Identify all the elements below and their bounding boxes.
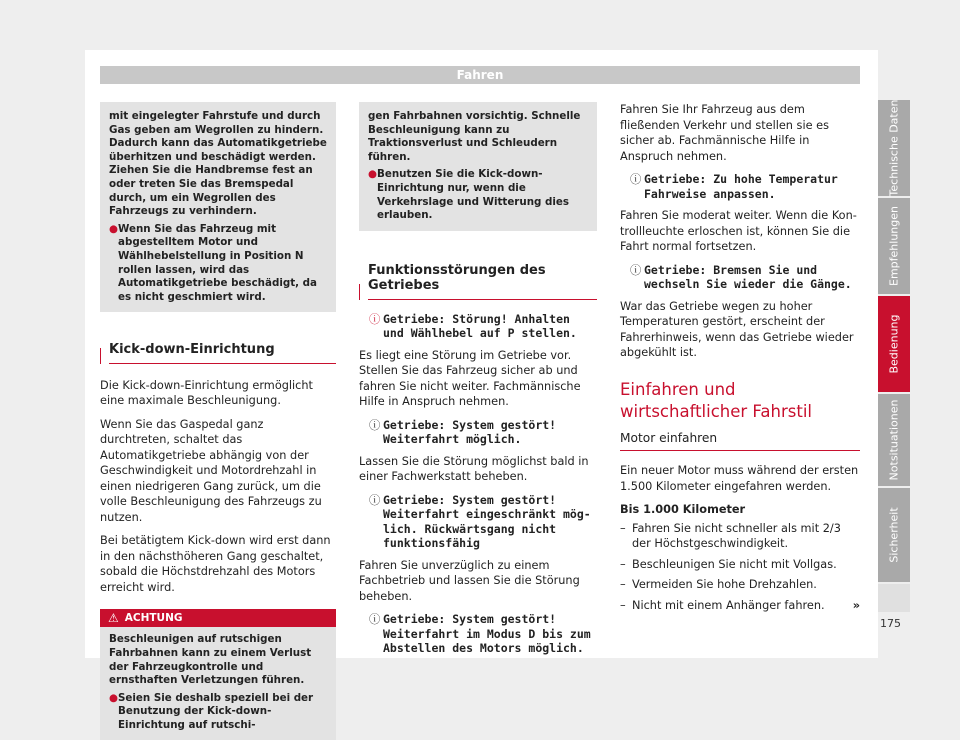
continue-arrow-icon: » bbox=[852, 598, 860, 612]
warning-triangle-icon: ⚠ bbox=[108, 611, 119, 626]
box-bullet: ● Benutzen Sie die Kick-down-Einrichtung nur, wenn die Verkehrslage und Witterung dies erlauben. bbox=[368, 168, 570, 222]
page-number: 175 bbox=[880, 617, 901, 630]
driver-message: ⓘ Getriebe: Bremsen Sie und wechseln Sie wieder die Gänge. bbox=[630, 262, 852, 291]
tab-bedienung[interactable]: Bedienung bbox=[878, 296, 910, 392]
paragraph: Fahren Sie moderat weiter. Wenn die Kontrollleuchte erloschen ist, können Sie die Fahrt normal fortsetzen. bbox=[620, 209, 857, 253]
section-heading-malfunctions: Funktionsstörungen des Getriebes bbox=[359, 263, 597, 300]
box-bullet: ● Wenn Sie das Fahrzeug mit abgestelltem Motor und Wählhebelstellung in Position N rollen lassen, wird das Automatikgetriebe beschädigt, da es nicht geschmiert wird. bbox=[109, 222, 317, 303]
bold-subheading: Bis 1.000 Kilometer bbox=[620, 503, 746, 516]
bullet-icon: ● bbox=[368, 168, 377, 181]
box-text: mit eingelegter Fahrstufe und durch Gas geben am Wegrollen zu hindern. Dadurch kann das Automatikgetriebe überhitzen und beschädigt werden. Ziehen Sie die Handbremse fest an oder treten Sie das Bremspedal durch, um ein Wegrollen des Fahrzeugs zu verhindern. bbox=[109, 110, 327, 218]
warning-box bbox=[100, 609, 336, 740]
section-heading-breakin: Motor einfahren bbox=[620, 431, 860, 452]
chapter-heading: Einfahren und wirtschaftlicher Fahrstil bbox=[620, 379, 812, 421]
page-header: Fahren bbox=[100, 66, 860, 84]
tab-empfehlungen[interactable]: Empfehlungen bbox=[878, 198, 910, 294]
list-item: – Fahren Sie nicht schneller als mit 2/3 der Höchstgeschwindigkeit. bbox=[620, 521, 841, 550]
driver-message: ⓘ Getriebe: System gestört! Weiterfahrt eingeschränkt möglich. Rückwärtsgang nicht funktionsfähig bbox=[369, 492, 591, 551]
bullet-icon: ● bbox=[109, 691, 118, 704]
warning-continuation-box bbox=[359, 102, 597, 231]
warning-text: Beschleunigen auf rutschigen Fahrbahnen kann zu einem Verlust der Fahrzeugkontrolle und ernsthaften Verletzungen führen. bbox=[109, 633, 312, 687]
tab-sicherheit[interactable]: Sicherheit bbox=[878, 488, 910, 582]
driver-message: ⓘ Getriebe: Zu hohe Temperatur Fahrweise anpassen. bbox=[630, 172, 838, 201]
paragraph: Wenn Sie das Gaspedal ganz durchtreten, schaltet das Automatikgetriebe abhängig von der Geschwindigkeit und Motordrehzahl in einen niedrigeren Gang zurück, um die volle Beschleunigung des Fahrzeugs zu nutzen. bbox=[100, 417, 322, 524]
column-1 bbox=[100, 102, 336, 740]
paragraph: War das Getriebe wegen zu hoher Temperaturen gestört, erscheint der Fahrerhinweis, wenn das Getriebe wieder abgekühlt ist. bbox=[620, 299, 854, 359]
driver-message: ⓘ Getriebe: Störung! Anhalten und Wählhebel auf P stellen. bbox=[369, 311, 577, 341]
box-text: gen Fahrbahnen vorsichtig. Schnelle Beschleunigung kann zu Traktionsverlust und Schleudern führen. bbox=[368, 110, 581, 163]
info-icon: ⓘ bbox=[630, 173, 642, 186]
info-icon: ⓘ bbox=[369, 613, 381, 627]
warning-bullet: ● Seien Sie deshalb speziell bei der Benutzung der Kick-down-Einrichtung auf rutschi- bbox=[109, 691, 314, 731]
driver-message: ⓘ Getriebe: System gestört! Weiterfahrt möglich. bbox=[369, 417, 557, 447]
info-icon: ⓘ bbox=[630, 263, 642, 277]
warning-continuation-box bbox=[100, 102, 336, 312]
warning-header: ⚠ ACHTUNG bbox=[100, 609, 336, 627]
info-icon: ⓘ bbox=[369, 312, 381, 326]
paragraph: Die Kick-down-Einrichtung ermöglicht eine maximale Beschleunigung. bbox=[100, 378, 313, 408]
paragraph: Lassen Sie die Störung möglichst bald in einer Fachwerkstatt beheben. bbox=[359, 454, 589, 484]
section-heading-kickdown: Kick-down-Einrichtung bbox=[100, 342, 336, 364]
info-icon: ⓘ bbox=[369, 493, 381, 507]
column-2 bbox=[359, 102, 597, 663]
paragraph: Es liegt eine Störung im Getriebe vor. Stellen Sie das Fahrzeug sicher ab und fahren Sie nicht weiter. Fachmännische Hilfe in Anspruch nehmen. bbox=[359, 348, 581, 409]
tab-notsituationen[interactable]: Notsituationen bbox=[878, 394, 910, 486]
list-item: – Beschleunigen Sie nicht mit Vollgas. bbox=[620, 557, 837, 571]
column-3 bbox=[620, 102, 860, 618]
page-strip bbox=[878, 584, 910, 612]
paragraph: Fahren Sie Ihr Fahrzeug aus dem fließenden Verkehr und stellen sie es sicher ab. Fachmännische Hilfe in Anspruch nehmen. bbox=[620, 103, 829, 163]
tab-technische-daten[interactable]: Technische Daten bbox=[878, 100, 910, 196]
info-icon: ⓘ bbox=[369, 418, 381, 432]
list-item: – Nicht mit einem Anhänger fahren. » bbox=[620, 598, 860, 612]
bullet-icon: ● bbox=[109, 222, 118, 235]
paragraph: Ein neuer Motor muss während der ersten 1.500 Kilometer eingefahren werden. bbox=[620, 464, 859, 493]
list-item: – Vermeiden Sie hohe Drehzahlen. bbox=[620, 578, 817, 591]
driver-message: ⓘ Getriebe: System gestört! Weiterfahrt im Modus D bis zum Abstellen des Motors möglich. bbox=[369, 612, 591, 656]
paragraph: Bei betätigtem Kick-down wird erst dann in den nächsthöheren Gang geschaltet, sobald die Höchstdrehzahl des Motors erreicht wird. bbox=[100, 534, 331, 594]
paragraph: Fahren Sie unverzüglich zu einem Fachbetrieb und lassen Sie die Störung beheben. bbox=[359, 558, 580, 603]
